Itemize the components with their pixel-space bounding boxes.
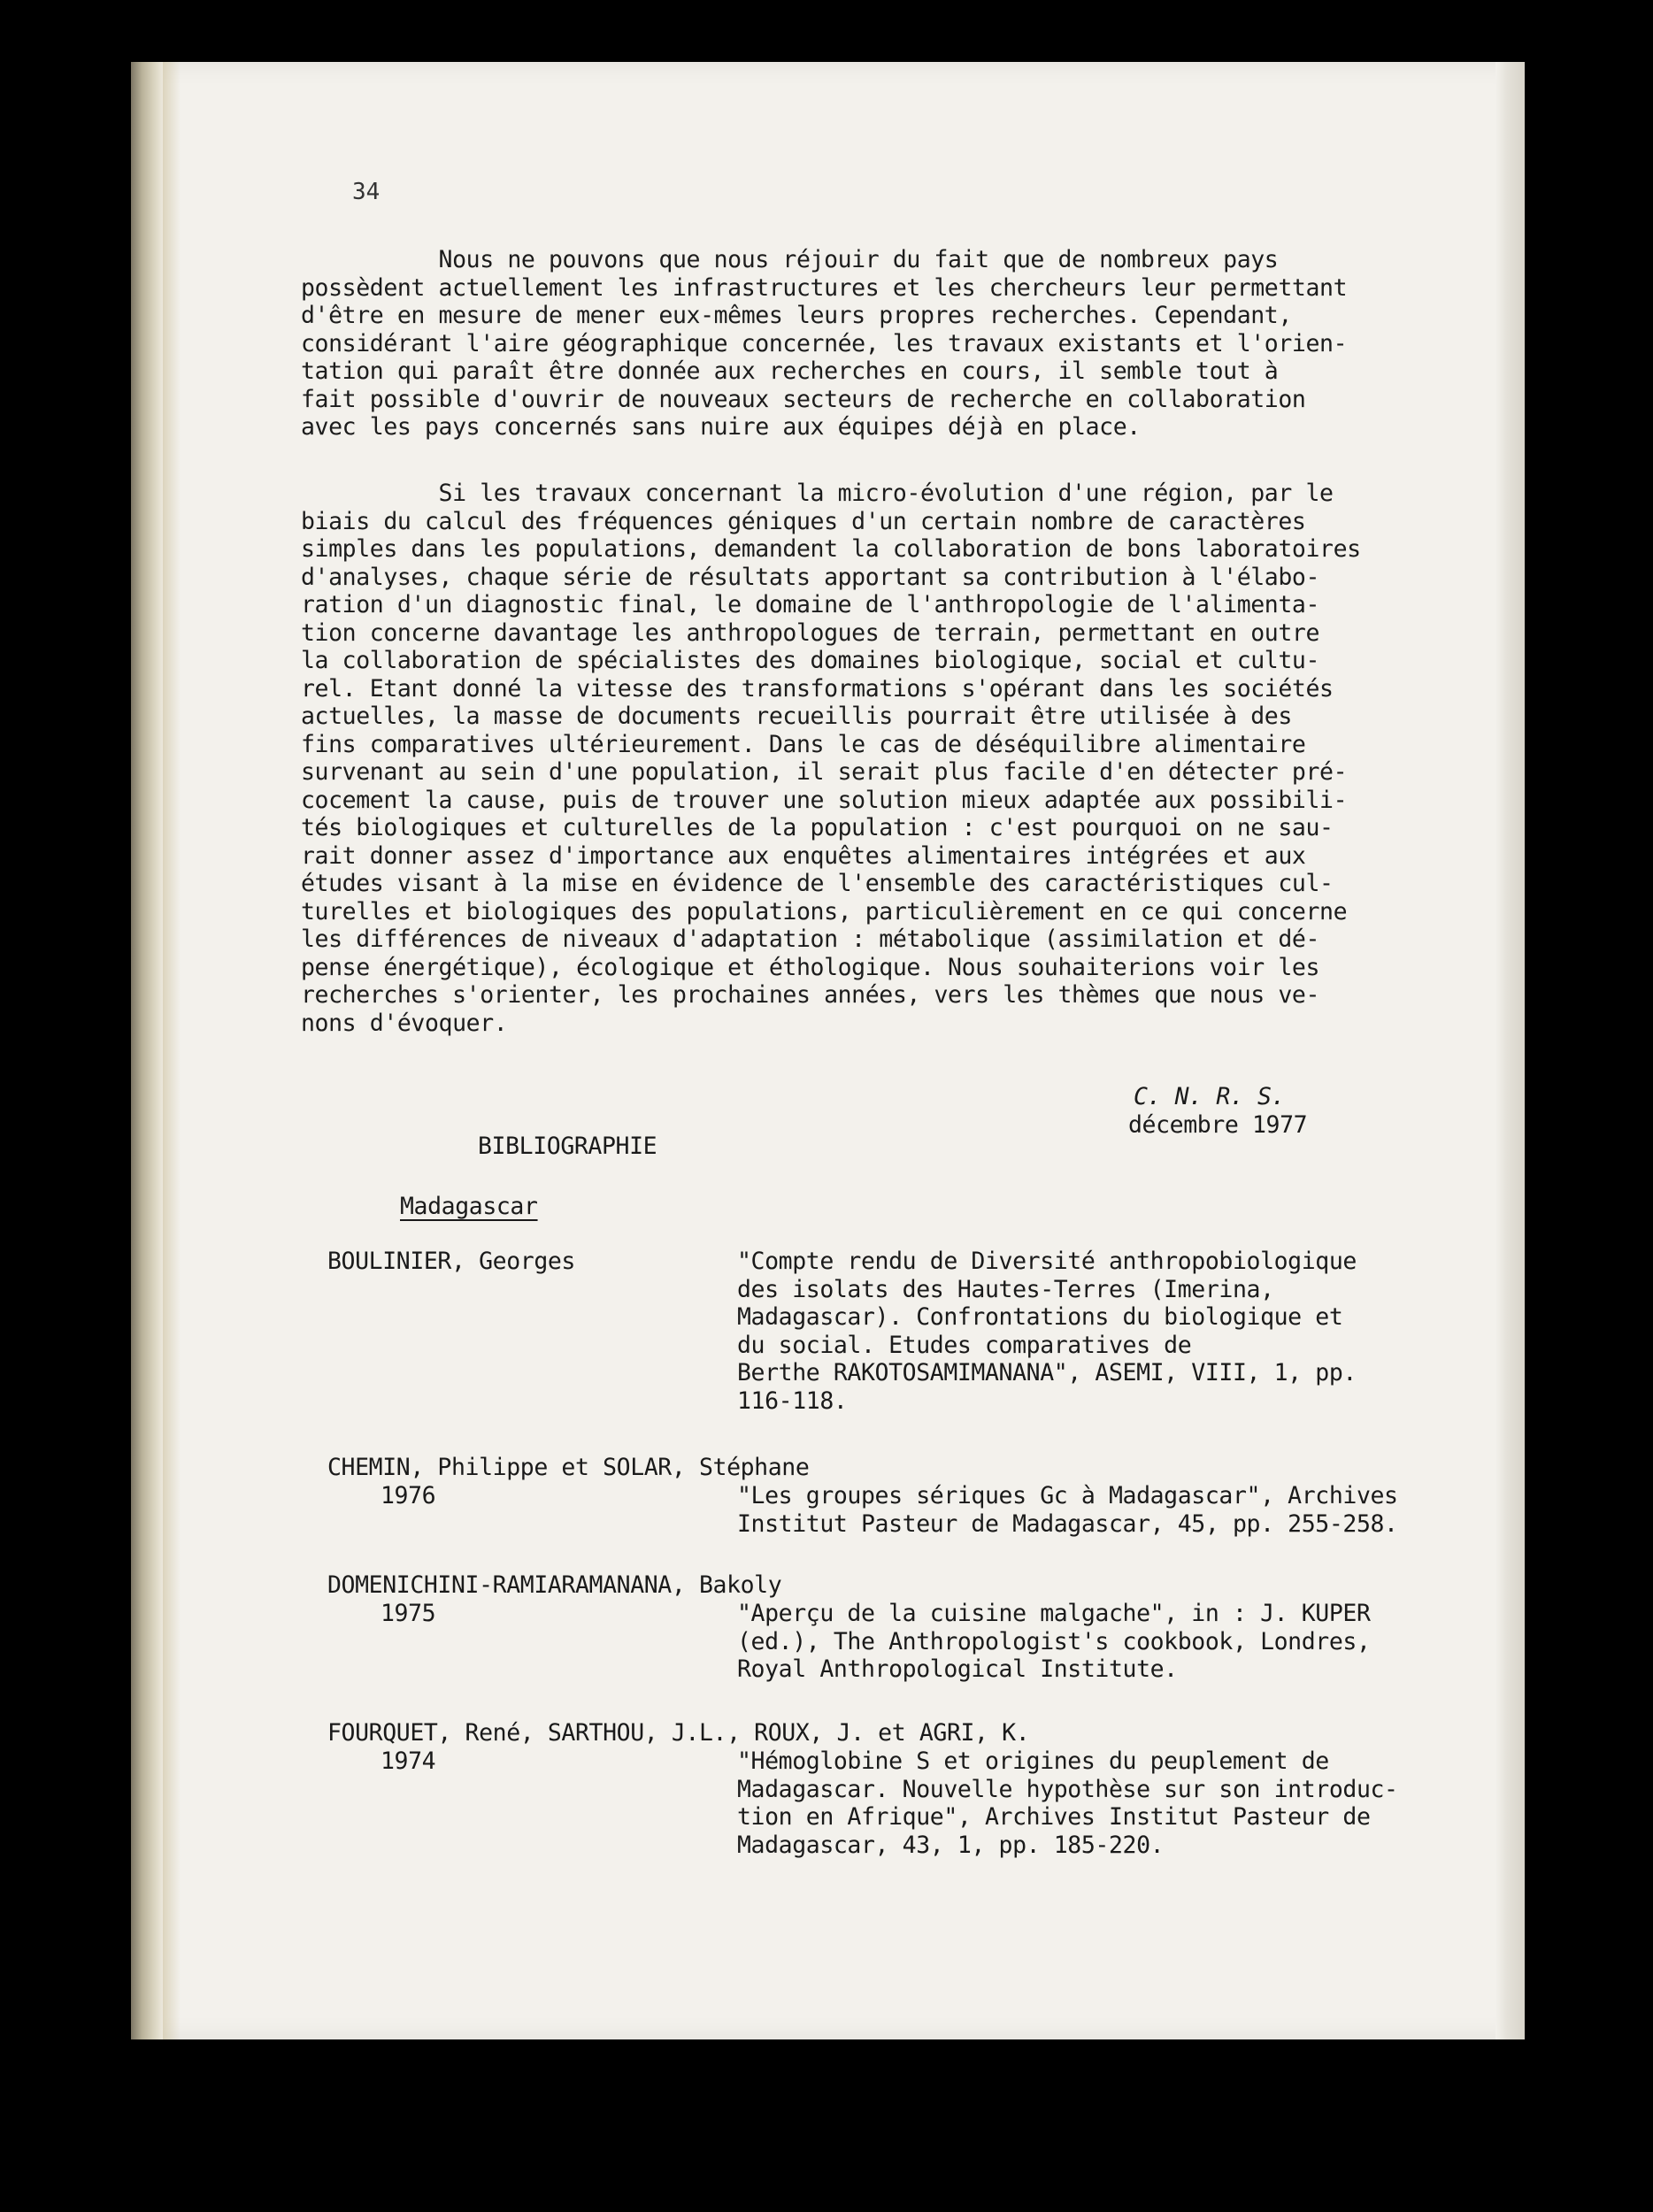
citation-line: des isolats des Hautes-Terres (Imerina, — [737, 1275, 1274, 1303]
reference-author: CHEMIN, Philippe et SOLAR, Stéphane — [327, 1454, 810, 1481]
signature-org: C. N. R. S. — [1134, 1083, 1286, 1110]
reference-year: 1974 — [381, 1747, 436, 1775]
citation-line: "Compte rendu de Diversité anthropobiologique — [737, 1248, 1357, 1275]
reference-citation — [737, 1600, 1371, 1684]
citation-line: "Aperçu de la cuisine malgache", in : J. KUPER — [737, 1600, 1371, 1627]
page-number: 34 — [352, 179, 381, 205]
reference-year: 1976 — [381, 1482, 436, 1509]
reference-citation — [737, 1482, 1398, 1538]
citation-line: tion en Afrique", Archives Institut Pasteur de — [737, 1803, 1371, 1831]
citation-line: Berthe RAKOTOSAMIMANANA", ASEMI, VIII, 1, pp. — [737, 1359, 1357, 1386]
reference-author: FOURQUET, René, SARTHOU, J.L., ROUX, J. et AGRI, K. — [327, 1719, 1030, 1747]
citation-line: Royal Anthropological Institute. — [737, 1655, 1178, 1683]
citation-line: Madagascar, 43, 1, pp. 185-220. — [737, 1831, 1165, 1859]
reference-author: BOULINIER, Georges — [327, 1248, 575, 1275]
signature-date: décembre 1977 — [1128, 1110, 1308, 1139]
citation-line: Madagascar. Nouvelle hypothèse sur son introduc- — [737, 1775, 1398, 1803]
page-edge — [1495, 62, 1525, 2039]
book-spine — [131, 62, 163, 2039]
citation-line: 116-118. — [737, 1386, 848, 1415]
paragraph-2: Si les travaux concernant la micro-évolution d'une région, par le biais du calcul des fréquences géniques d'un certain nombre de caractères simples dans les populations, demandent la collaboration de bons laboratoires d'analyses, chaque série de résultats apportant sa contribution à l'élabo- ration d'un diagnostic final, le domaine de l'anthropologie de l'alimenta- tion concerne davantage les anthropologues de terrain, permettant en outre la collaboration de spécialistes des domaines biologique, social et cultu- rel. Etant donné la vitesse des transformations s'opérant dans les sociétés actuelles, la masse de documents recueillis pourrait être utilisée à des fins comparatives ultérieurement. Dans le cas de déséquilibre alimentaire survenant au sein d'une population, il serait plus facile d'en détecter pré- cocement la cause, puis de trouver une solution mieux adaptée aux possibili- tés biologiques et culturelles de la population : c'est pourquoi on ne sau- rait donner assez d'importance aux enquêtes alimentaires intégrées et aux études visant à la mise en évidence de l'ensemble des caractéristiques cul- turelles et biologiques des populations, particulièrement en ce qui concerne les différences de niveaux d'adaptation : métabolique (assimilation et dé- pense énergétique), écologique et éthologique. Nous souhaiterions voir les recherches s'orienter, les prochaines années, vers les thèmes que nous ve- nons d'évoquer. — [301, 480, 1361, 1037]
paragraph-1: Nous ne pouvons que nous réjouir du fait que de nombreux pays possèdent actuellement les infrastructures et les chercheurs leur permettant d'être en mesure de mener eux-mêmes leurs propres recherches. Cependant, considérant l'aire géographique concernée, les travaux existants et l'orien- tation qui paraît être donnée aux recherches en cours, il semble tout à fait possible d'ouvrir de nouveaux secteurs de recherche en collaboration avec les pays concernés sans nuire aux équipes déjà en place. — [301, 246, 1348, 441]
spine-shadow — [163, 62, 181, 2039]
citation-line: "Hémoglobine S et origines du peuplement de — [737, 1747, 1329, 1775]
reference-citation — [737, 1747, 1398, 1859]
bibliography-heading: BIBLIOGRAPHIE — [478, 1133, 657, 1160]
reference-author: DOMENICHINI-RAMIARAMANANA, Bakoly — [327, 1571, 782, 1599]
citation-line: (ed.), The Anthropologist's cookbook, Londres, — [737, 1627, 1371, 1655]
citation-line: du social. Etudes comparatives de — [737, 1331, 1192, 1359]
reference-year: 1975 — [381, 1600, 436, 1627]
citation-line: "Les groupes sériques Gc à Madagascar", Archives — [737, 1482, 1398, 1509]
citation-line: Madagascar). Confrontations du biologique et — [737, 1303, 1343, 1331]
signature-block — [1128, 1083, 1307, 1139]
citation-line: Institut Pasteur de Madagascar, 45, pp. 255-258. — [737, 1509, 1398, 1538]
reference-citation — [737, 1248, 1357, 1415]
bibliography-region: Madagascar — [400, 1193, 538, 1220]
